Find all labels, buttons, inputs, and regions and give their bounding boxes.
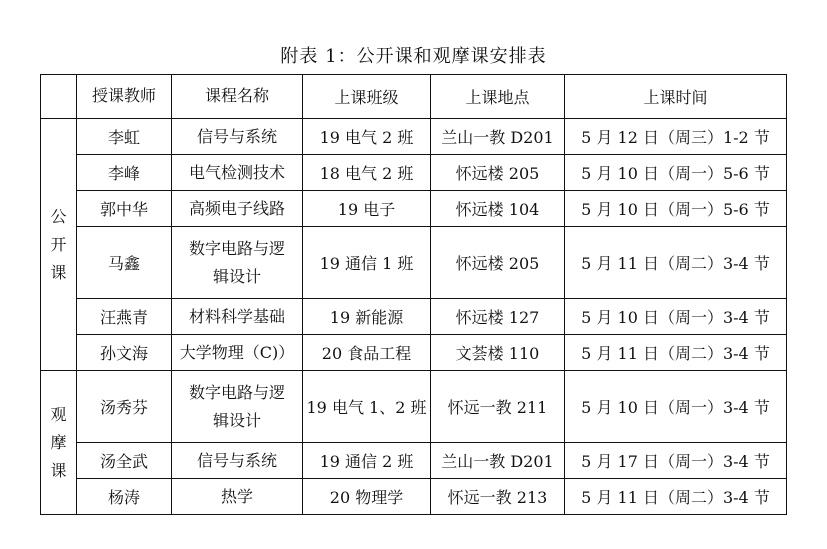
- course-cell: 电气检测技术: [172, 155, 303, 191]
- time-cell: 5 月 10 日（周一）3-4 节: [565, 299, 787, 335]
- course-cell: 信号与系统: [172, 443, 303, 479]
- table-row: [41, 299, 787, 335]
- teacher-cell: 李峰: [77, 155, 172, 191]
- teacher-cell: 郭中华: [77, 191, 172, 227]
- page-title: 附表 1：公开课和观摩课安排表: [280, 46, 547, 67]
- table-row: [41, 155, 787, 191]
- time-cell: 5 月 10 日（周一）3-4 节: [565, 371, 787, 443]
- table-row: [41, 191, 787, 227]
- table-header-row: [41, 75, 787, 119]
- place-cell: 怀远一教 213: [431, 479, 565, 515]
- header-place: 上课地点: [431, 75, 565, 119]
- teacher-cell: 汤全武: [77, 443, 172, 479]
- course-cell: 高频电子线路: [172, 191, 303, 227]
- class-cell: 19 新能源: [303, 299, 431, 335]
- place-cell: 文荟楼 110: [431, 335, 565, 371]
- class-cell: 20 物理学: [303, 479, 431, 515]
- time-cell: 5 月 12 日（周三）1-2 节: [565, 119, 787, 155]
- header-class: 上课班级: [303, 75, 431, 119]
- table-row: [41, 371, 787, 443]
- class-cell: 19 电气 1、2 班: [303, 371, 431, 443]
- table-row: [41, 479, 787, 515]
- time-cell: 5 月 11 日（周二）3-4 节: [565, 227, 787, 299]
- group-label-open-class: 公 开 课: [41, 119, 77, 371]
- course-cell: 热学: [172, 479, 303, 515]
- course-line: 数字电路与逻: [188, 238, 285, 258]
- place-cell: 怀远楼 104: [431, 191, 565, 227]
- time-cell: 5 月 10 日（周一）5-6 节: [565, 155, 787, 191]
- table-row: [41, 335, 787, 371]
- schedule-table: [40, 74, 787, 515]
- course-cell: [172, 371, 303, 443]
- header-teacher: 授课教师: [77, 75, 172, 119]
- class-cell: 18 电气 2 班: [303, 155, 431, 191]
- course-cell: 材料科学基础: [172, 299, 303, 335]
- teacher-cell: 李虹: [77, 119, 172, 155]
- header-group-cell: [41, 75, 77, 119]
- table-row: [41, 119, 787, 155]
- course-cell: 大学物理（C)）: [172, 335, 303, 371]
- teacher-cell: 汪燕青: [77, 299, 172, 335]
- place-cell: 怀远楼 127: [431, 299, 565, 335]
- teacher-cell: 马鑫: [77, 227, 172, 299]
- course-line: 数字电路与逻: [188, 382, 285, 402]
- time-cell: 5 月 10 日（周一）5-6 节: [565, 191, 787, 227]
- teacher-cell: 孙文海: [77, 335, 172, 371]
- place-cell: 怀远楼 205: [431, 227, 565, 299]
- course-line: 辑设计: [212, 266, 261, 286]
- place-cell: 怀远一教 211: [431, 371, 565, 443]
- header-time: 上课时间: [565, 75, 787, 119]
- class-cell: 20 食品工程: [303, 335, 431, 371]
- table-row: [41, 443, 787, 479]
- class-cell: 19 通信 2 班: [303, 443, 431, 479]
- group-label-observation-class: 观 摩 课: [41, 371, 77, 515]
- time-cell: 5 月 11 日（周二）3-4 节: [565, 479, 787, 515]
- class-cell: 19 通信 1 班: [303, 227, 431, 299]
- place-cell: 怀远楼 205: [431, 155, 565, 191]
- course-cell: [172, 227, 303, 299]
- teacher-cell: 杨涛: [77, 479, 172, 515]
- class-cell: 19 电气 2 班: [303, 119, 431, 155]
- time-cell: 5 月 11 日（周二）3-4 节: [565, 335, 787, 371]
- teacher-cell: 汤秀芬: [77, 371, 172, 443]
- place-cell: 兰山一教 D201: [431, 119, 565, 155]
- time-cell: 5 月 17 日（周一）3-4 节: [565, 443, 787, 479]
- table-row: [41, 227, 787, 299]
- class-cell: 19 电子: [303, 191, 431, 227]
- course-line: 辑设计: [212, 410, 261, 430]
- place-cell: 兰山一教 D201: [431, 443, 565, 479]
- header-course: 课程名称: [172, 75, 303, 119]
- course-cell: 信号与系统: [172, 119, 303, 155]
